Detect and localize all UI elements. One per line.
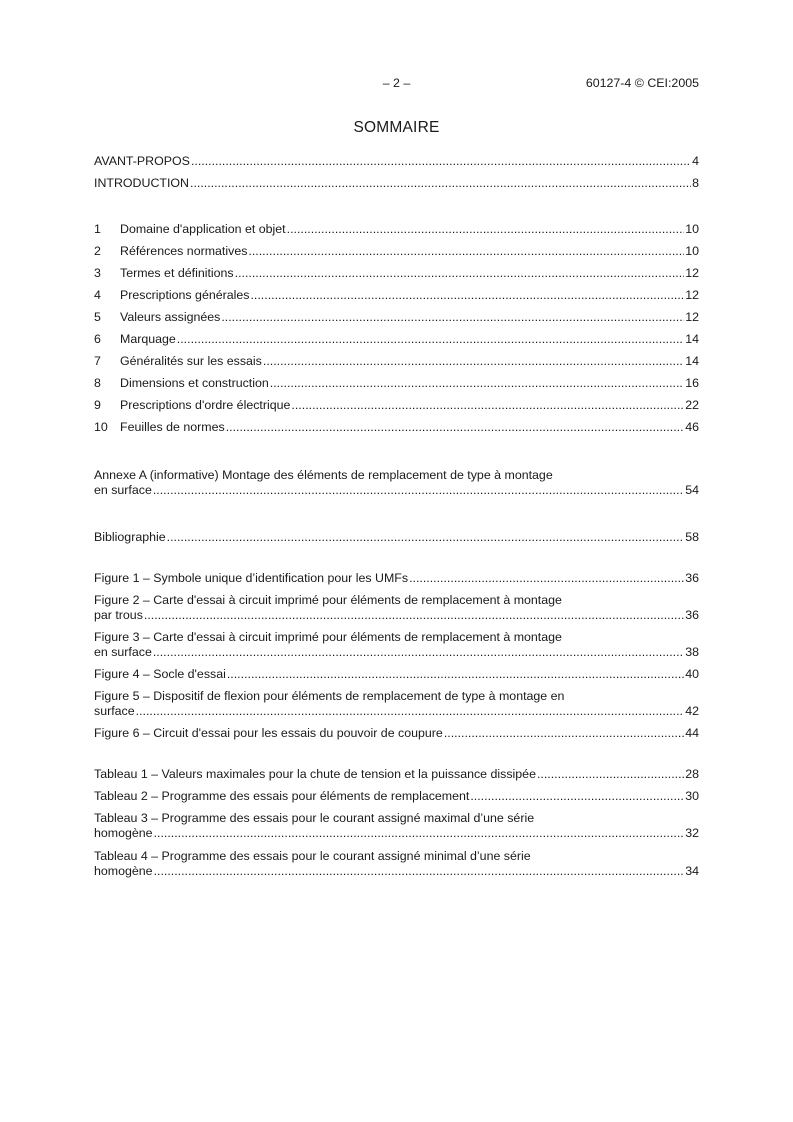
toc-entry-text-continued: par trous: [94, 608, 143, 622]
toc-entry-text: Tableau 4 – Programme des essais pour le courant assigné minimal d’une série: [94, 849, 531, 863]
leader-dots: [190, 176, 691, 191]
toc-entry-clause-3[interactable]: [94, 266, 699, 281]
leader-dots: [153, 645, 684, 660]
toc-entry-clause-1[interactable]: [94, 222, 699, 237]
leader-dots: [250, 288, 684, 303]
toc-entry-page: 38: [685, 645, 699, 659]
leader-dots: [248, 244, 684, 259]
toc-entry-page: 30: [685, 789, 699, 803]
toc-entry-text: Annexe A (informative) Montage des éléments de remplacement de type à montage: [94, 468, 553, 482]
toc-entry-text: Prescriptions d'ordre électrique: [120, 398, 291, 412]
toc-entry-page: 8: [692, 176, 699, 190]
toc-entry-text-continued: en surface: [94, 483, 152, 497]
clause-number: 8: [94, 376, 101, 390]
document-reference: 60127-4 © CEI:2005: [585, 76, 699, 90]
toc-title: SOMMAIRE: [353, 119, 440, 136]
toc-entry-page: 4: [692, 154, 699, 168]
toc-entry-figure-6[interactable]: [94, 726, 699, 741]
toc-entry-text: Domaine d'application et objet: [120, 222, 286, 236]
toc-entry-clause-7[interactable]: [94, 354, 699, 369]
toc-entry-text: Prescriptions générales: [120, 288, 250, 302]
leader-dots: [226, 420, 685, 435]
clause-number: 7: [94, 354, 101, 368]
toc-entry-page: 54: [685, 483, 699, 497]
toc-entry-figure-1[interactable]: [94, 571, 699, 586]
leader-dots: [221, 310, 684, 325]
toc-entry-clause-2[interactable]: [94, 244, 699, 259]
leader-dots: [154, 826, 685, 841]
toc-entry-table-1[interactable]: [94, 767, 699, 782]
toc-entry-page: 36: [685, 608, 699, 622]
toc-entry-page: 46: [685, 420, 699, 434]
clause-number: 4: [94, 288, 101, 302]
leader-dots: [537, 767, 684, 782]
toc-entry-text: Généralités sur les essais: [120, 354, 262, 368]
leader-dots: [144, 608, 684, 623]
toc-entry-text: INTRODUCTION: [94, 176, 189, 190]
toc-entry-table-2[interactable]: [94, 789, 699, 804]
leader-dots: [444, 726, 684, 741]
toc-entry-text: Tableau 1 – Valeurs maximales pour la chute de tension et la puissance dissipée: [94, 767, 536, 781]
leader-dots: [227, 667, 684, 682]
leader-dots: [235, 266, 685, 281]
toc-entry-text: Termes et définitions: [120, 266, 234, 280]
clause-number: 10: [94, 420, 108, 434]
toc-entry-text: Références normatives: [120, 244, 248, 258]
leader-dots: [136, 704, 685, 719]
toc-entry-page: 32: [685, 826, 699, 840]
clause-number: 3: [94, 266, 101, 280]
toc-entry-text: Figure 6 – Circuit d'essai pour les essais du pouvoir de coupure: [94, 726, 443, 740]
toc-entry-page: 44: [685, 726, 699, 740]
toc-entry-page: 28: [685, 767, 699, 781]
clause-number: 6: [94, 332, 101, 346]
toc-entry-text: Figure 4 – Socle d'essai: [94, 667, 226, 681]
toc-entry-clause-5[interactable]: [94, 310, 699, 325]
leader-dots: [270, 376, 684, 391]
toc-entry-page: 58: [685, 530, 699, 544]
toc-entry-text-continued: homogène: [94, 864, 153, 878]
toc-entry-page: 36: [685, 571, 699, 585]
toc-entry-page: 34: [685, 864, 699, 878]
toc-entry-page: 10: [685, 244, 699, 258]
toc-entry-text: Figure 3 – Carte d'essai à circuit imprimé pour éléments de remplacement à montage: [94, 630, 562, 644]
toc-entry-text: Figure 2 – Carte d'essai à circuit imprimé pour éléments de remplacement à montage: [94, 593, 562, 607]
toc-entry-text: Figure 1 – Symbole unique d’identification pour les UMFs: [94, 571, 409, 585]
toc-entry-text: Marquage: [120, 332, 176, 346]
toc-entry-clause-10[interactable]: [94, 420, 699, 435]
toc-entry-text-continued: en surface: [94, 645, 152, 659]
toc-entry-text: Bibliographie: [94, 530, 166, 544]
toc-entry-text: Figure 5 – Dispositif de flexion pour éléments de remplacement de type à montage en: [94, 689, 565, 703]
leader-dots: [409, 571, 684, 586]
toc-entry-bibliography[interactable]: [94, 530, 699, 545]
toc-entry-page: 12: [685, 310, 699, 324]
toc-entry-clause-4[interactable]: [94, 288, 699, 303]
toc-entry-page: 22: [685, 398, 699, 412]
toc-entry-figure-3[interactable]: [94, 630, 699, 660]
toc-entry-page: 14: [685, 332, 699, 346]
toc-entry-annex-a[interactable]: [94, 468, 699, 498]
leader-dots: [470, 789, 684, 804]
toc-entry-figure-2[interactable]: [94, 593, 699, 623]
toc-entry-introduction[interactable]: [94, 176, 699, 191]
toc-entry-page: 16: [685, 376, 699, 390]
toc-entry-page: 10: [685, 222, 699, 236]
clause-number: 1: [94, 222, 101, 236]
toc-entry-figure-4[interactable]: [94, 667, 699, 682]
toc-entry-clause-8[interactable]: [94, 376, 699, 391]
toc-entry-table-4[interactable]: [94, 849, 699, 879]
leader-dots: [287, 222, 685, 237]
clause-number: 2: [94, 244, 101, 258]
toc-entry-page: 42: [685, 704, 699, 718]
leader-dots: [177, 332, 684, 347]
leader-dots: [263, 354, 684, 369]
toc-entry-page: 40: [685, 667, 699, 681]
toc-entry-text: AVANT-PROPOS: [94, 154, 190, 168]
toc-entry-text: Feuilles de normes: [120, 420, 225, 434]
toc-entry-page: 12: [685, 288, 699, 302]
toc-entry-clause-6[interactable]: [94, 332, 699, 347]
toc-entry-text: Valeurs assignées: [120, 310, 221, 324]
toc-entry-table-3[interactable]: [94, 811, 699, 841]
toc-entry-text: Tableau 3 – Programme des essais pour le courant assigné maximal d’une série: [94, 811, 535, 825]
page-number: – 2 –: [382, 76, 411, 90]
leader-dots: [167, 530, 685, 545]
leader-dots: [153, 483, 684, 498]
leader-dots: [154, 864, 685, 879]
toc-entry-avant-propos[interactable]: [94, 154, 699, 169]
leader-dots: [191, 154, 691, 169]
clause-number: 5: [94, 310, 101, 324]
toc-entry-text-continued: homogène: [94, 826, 153, 840]
clause-number: 9: [94, 398, 101, 412]
toc-entry-text-continued: surface: [94, 704, 135, 718]
leader-dots: [291, 398, 684, 413]
toc-entry-page: 12: [685, 266, 699, 280]
toc-entry-page: 14: [685, 354, 699, 368]
toc-entry-text: Dimensions et construction: [120, 376, 269, 390]
toc-entry-text: Tableau 2 – Programme des essais pour éléments de remplacement: [94, 789, 470, 803]
toc-entry-clause-9[interactable]: [94, 398, 699, 413]
toc-entry-figure-5[interactable]: [94, 689, 699, 719]
